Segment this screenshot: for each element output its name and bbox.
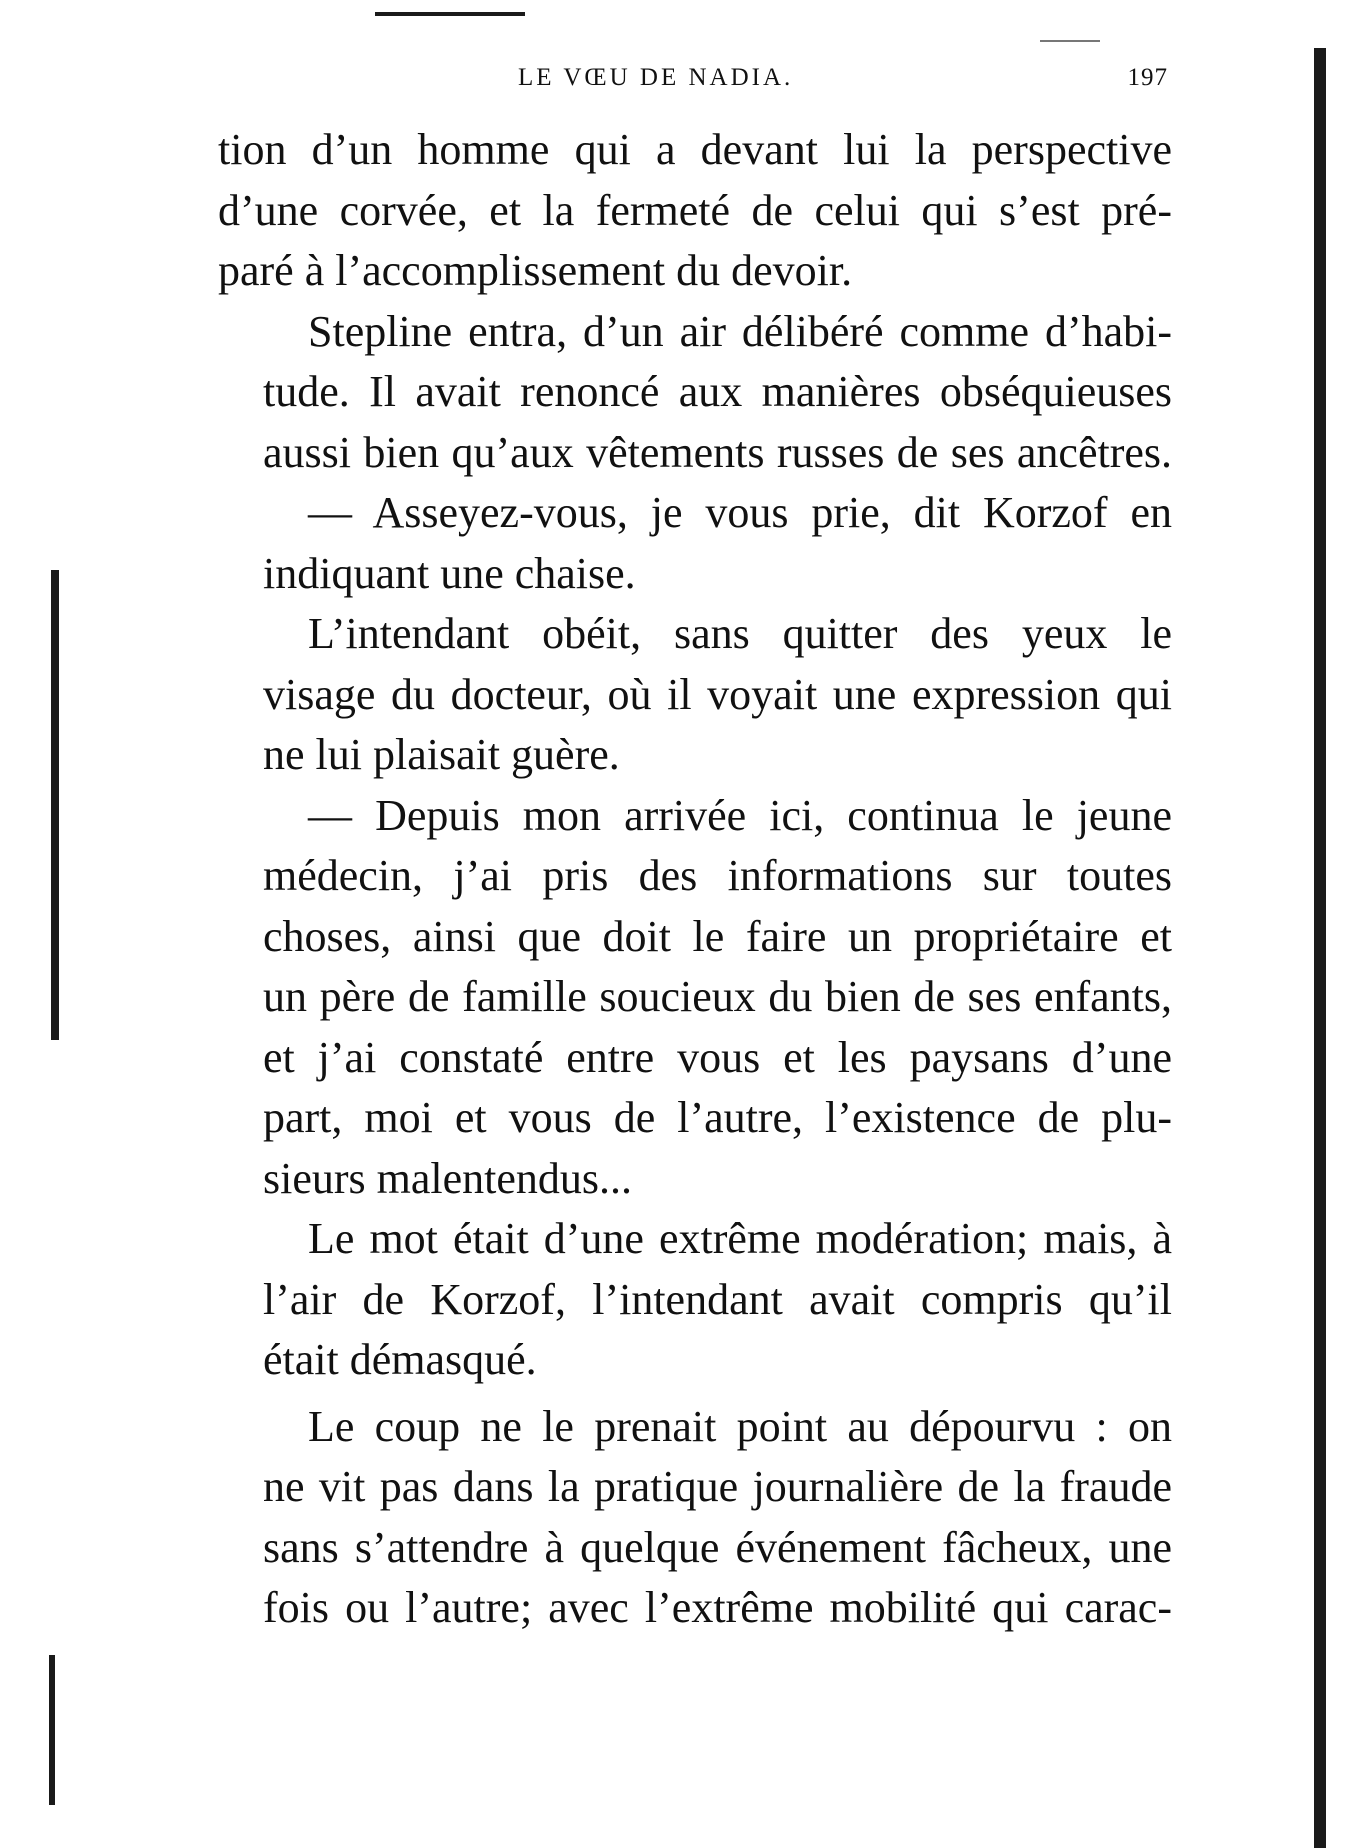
scan-mark-top <box>375 12 525 16</box>
paragraph-3 <box>218 483 1172 604</box>
text-line: l’air de Korzof, l’intendant avait compris qu’il <box>263 1274 1172 1324</box>
text-line: L’intendant obéit, sans quitter des yeux le <box>308 609 1172 658</box>
scan-edge-left-lower <box>49 1655 55 1805</box>
text-line: ne vit pas dans la pratique journalière de la fraude <box>263 1462 1172 1511</box>
text-line: visage du docteur, où il voyait une expression qui <box>263 669 1172 719</box>
text-line: Le mot était d’une extrême modération; mais, à <box>308 1214 1172 1263</box>
paragraph-6 <box>218 1209 1172 1391</box>
text-line: Stepline entra, d’un air délibéré comme d’habi- <box>308 306 1172 356</box>
text-line: — Asseyez-vous, je vous prie, dit Korzof en <box>308 488 1172 537</box>
text-line: tion d’un homme qui a devant lui la perspective <box>218 125 1172 174</box>
text-line: un père de famille soucieux du bien de ses enfants, <box>263 972 1172 1021</box>
scan-edge-left-upper <box>51 570 59 1040</box>
text-line: choses, ainsi que doit le faire un propriétaire et <box>263 911 1172 961</box>
text-line: sans s’attendre à quelque événement fâcheux, une <box>263 1522 1172 1572</box>
paragraph-1 <box>218 120 1172 302</box>
paragraph-5 <box>218 786 1172 1210</box>
text-line: tude. Il avait renoncé aux manières obséquieuses <box>263 367 1172 416</box>
text-line: médecin, j’ai pris des informations sur toutes <box>263 851 1172 900</box>
paragraph-2 <box>218 302 1172 484</box>
scan-mark-top-right <box>1040 40 1100 42</box>
body-text <box>218 120 1172 1639</box>
running-head <box>218 64 1174 104</box>
text-line: Le coup ne le prenait point au dépourvu : on <box>308 1401 1172 1451</box>
text-line: part, moi et vous de l’autre, l’existence de plu- <box>263 1093 1172 1142</box>
text-line: — Depuis mon arrivée ici, continua le jeune <box>308 790 1172 840</box>
text-line: était démasqué. <box>263 1335 537 1384</box>
scan-edge-right <box>1314 48 1326 1848</box>
text-line: fois ou l’autre; avec l’extrême mobilité qui carac- <box>263 1583 1172 1632</box>
text-line: d’une corvée, et la fermeté de celui qui s’est pré- <box>218 185 1172 235</box>
running-title: LE VŒU DE NADIA. <box>518 64 794 91</box>
text-line: aussi bien qu’aux vêtements russes de ses ancêtres. <box>263 427 1172 477</box>
text-line: ne lui plaisait guère. <box>263 730 620 779</box>
text-line: indiquant une chaise. <box>263 548 636 598</box>
text-line: paré à l’accomplissement du devoir. <box>218 246 853 295</box>
paragraph-4 <box>218 604 1172 786</box>
text-line: sieurs malentendus... <box>263 1153 633 1203</box>
paragraph-7 <box>218 1397 1172 1639</box>
page-number: 197 <box>1127 64 1168 91</box>
text-line: et j’ai constaté entre vous et les paysans d’une <box>263 1032 1172 1082</box>
